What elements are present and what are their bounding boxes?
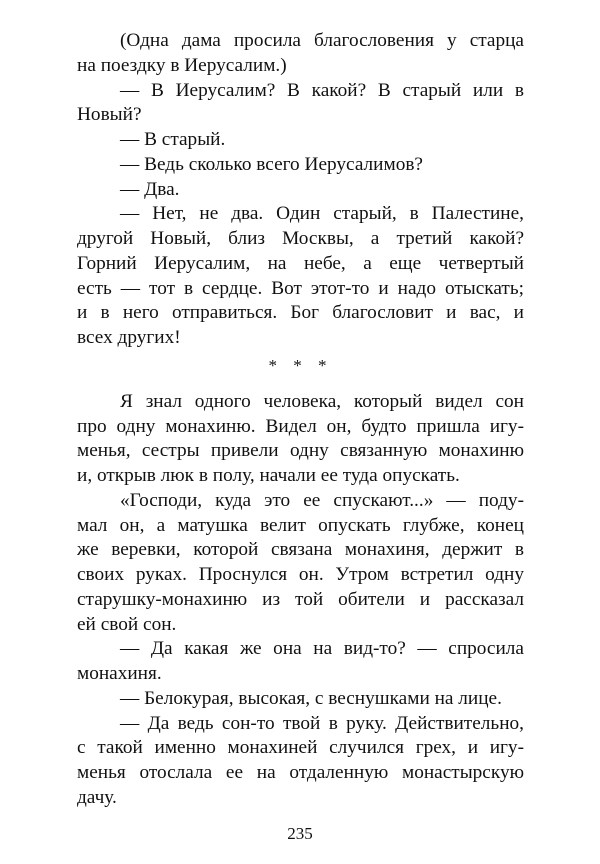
text-line: — В Иерусалим? В какой? В старый или в bbox=[120, 79, 524, 101]
text-line: — Ведь сколько всего Иерусалимов? bbox=[120, 153, 423, 175]
text-line: Новый? bbox=[77, 104, 142, 126]
text-line: менья, сестры привели одну связанную монахиню bbox=[77, 440, 524, 462]
text-line: «Господи, куда это ее спускают...» — поду- bbox=[120, 489, 524, 511]
text-line: менья отослала ее на отдаленную монастырскую bbox=[77, 762, 524, 783]
text-line: есть — тот в сердце. Вот этот-то и надо отыскать; bbox=[77, 277, 524, 299]
text-line: — Нет, не два. Один старый, в Палестине, bbox=[120, 203, 524, 225]
text-line: — Два. bbox=[120, 178, 180, 200]
text-line: — Да ведь сон-то твой в руку. Действительно, bbox=[120, 712, 524, 734]
text-line: своих руках. Проснулся он. Утром встретил одну bbox=[77, 564, 524, 585]
text-line: на поездку в Иерусалим.) bbox=[77, 54, 287, 76]
text-line: — В старый. bbox=[120, 129, 226, 150]
paragraph bbox=[77, 637, 524, 687]
text-line: и в него отправиться. Бог благословит и вас, и bbox=[77, 302, 524, 324]
text-line: про одну монахиню. Видел он, будто пришла игу- bbox=[77, 415, 524, 437]
text-line: ей свой сон. bbox=[77, 613, 177, 635]
text-line: — Белокурая, высокая, с веснушками на лице. bbox=[120, 687, 502, 709]
text-line: же веревки, которой связана монахиня, держит в bbox=[77, 539, 524, 561]
text-line: — Да какая же она на вид-то? — спросила bbox=[120, 638, 524, 660]
text-line: Горний Иерусалим, на небе, а еще четвертый bbox=[77, 252, 524, 274]
page-text bbox=[77, 29, 524, 811]
paragraph bbox=[77, 687, 524, 712]
text-line: монахиня. bbox=[77, 663, 162, 684]
paragraph bbox=[77, 712, 524, 811]
paragraph bbox=[77, 390, 524, 489]
text-line: с такой именно монахиней случился грех, и игу- bbox=[77, 737, 524, 759]
paragraph bbox=[77, 489, 524, 638]
text-line: (Одна дама просила благословения у старца bbox=[120, 30, 524, 51]
text-line: другой Новый, близ Москвы, а третий какой? bbox=[77, 228, 524, 249]
paragraph bbox=[77, 178, 524, 203]
paragraph bbox=[77, 79, 524, 129]
text-line: и, открыв люк в полу, начали ее туда опускать. bbox=[77, 465, 460, 486]
text-line: старушку-монахиню из той обители и рассказал bbox=[77, 588, 524, 610]
paragraph bbox=[77, 202, 524, 351]
section-separator: * * * bbox=[268, 355, 333, 375]
paragraph bbox=[77, 29, 524, 79]
page-number: 235 bbox=[287, 824, 313, 843]
text-line: мал он, а матушка велит опускать глубже, конец bbox=[77, 514, 524, 536]
text-line: Я знал одного человека, который видел сон bbox=[120, 390, 524, 412]
paragraph bbox=[77, 128, 524, 153]
text-line: дачу. bbox=[77, 786, 117, 808]
paragraph bbox=[77, 153, 524, 178]
text-line: всех других! bbox=[77, 327, 181, 348]
